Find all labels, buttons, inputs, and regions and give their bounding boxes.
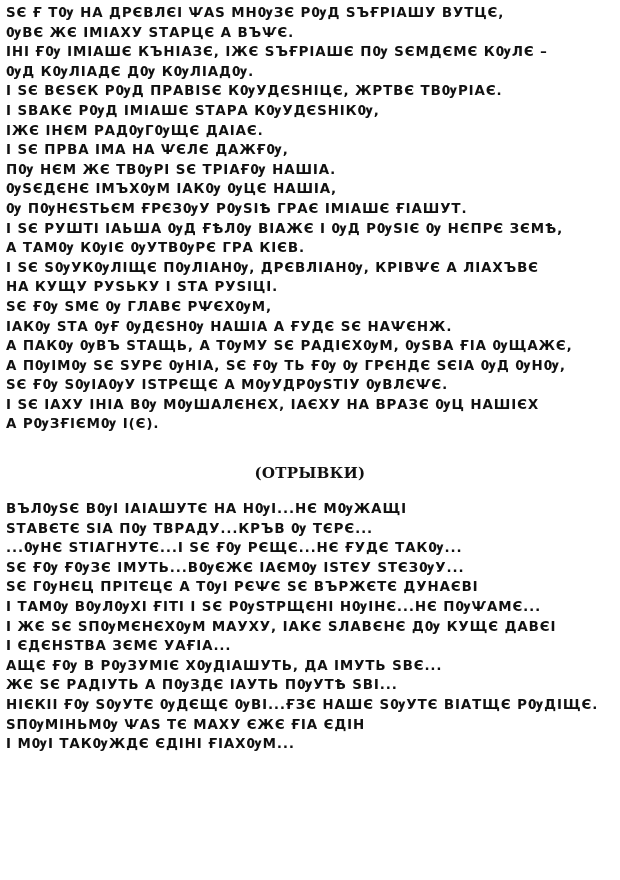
fragment-line: ЅЄ ҒѸ ҒѸЗЄ ІМУТЬ...ВѸЄЖЄ ІАЄМѸ ІЅТЄУ ЅТЄЗѸУ... <box>6 560 465 576</box>
text-line: ІНІ ҒѸ ІМІАШЄ КЪНІАЗЄ, ІЖЄ ЅЪҒРІАШЄ ПѸ ЅЄМДЄМЄ КѸЛЄ – <box>6 45 548 61</box>
text-line: І ЅЄ ЅѸУКѸЛІЩЄ ПѸЛІАНѸ, ДРЄВЛІАНѸ, КРІВѰЄ А ЛІАХЪВЄ <box>6 260 539 276</box>
fragment-line: ...ѸНЄ ЅТІАГНУТЄ...І ЅЄ ҒѸ РЄЩЄ...НЄ ҒУДЄ ТАКѸ... <box>6 541 463 557</box>
fragment-line: ЖЄ ЅЄ РАДІУТЬ А ПѸЗДЄ ІАУТЬ ПѸУТѢ ЅВІ... <box>6 678 398 694</box>
text-line: А РѸЗҒІЄМѸ І(Є). <box>6 417 160 433</box>
text-line: ЅЄ ҒѸ ЅѸІАѸУ ІЅТРЄЩЄ А МѸУДРѸЅТІУ ѸВЛЄѰЄ. <box>6 378 449 394</box>
text-line: ІАКѸ ЅТА ѸҒ ѸДЄЅНѸ НАШІА А ҒУДЄ ЅЄ НАѰЄНЖ. <box>6 319 453 335</box>
text-line: НА КУЩУ РУЅЬКУ І ЅТА РУЅІЦІ. <box>6 280 279 296</box>
fragment-line: І ТАМѸ ВѸЛѸХІ ҒІТІ І ЅЄ РѸЅТРЩЄНІ НѸІНЄ...НЄ ПѸѰАМЄ... <box>6 600 542 616</box>
text-line: А ПѸІМѸ ЅЄ ЅУРЄ ѸНІА, ЅЄ ҒѸ ТЬ ҒѸ Ѹ ГРЄНДЄ ЅЄІА ѸД ѸНѸ, <box>6 358 566 374</box>
text-line: І ЅЄ ІАХУ ІНІА ВѸ МѸШАЛЄНЄХ, ІАЄХУ НА ВРАЗЄ ѸЦ НАШІЄХ <box>6 397 540 413</box>
text-line: І ЅЄ РУШТІ ІАЬША ѸД ҒѢЛѸ ВІАЖЄ І ѸД РѸЅІЄ Ѹ НЄПРЄ ЗЄМѢ, <box>6 221 564 237</box>
text-line: ѸД КѸЛІАДЄ ДѸ КѸЛІАДѸ. <box>6 64 255 80</box>
text-line: ІЖЄ ІНЄМ РАДѸГѸЩЄ ДАІАЄ. <box>6 123 264 139</box>
text-line: ПѸ НЄМ ЖЄ ТВѸРІ ЅЄ ТРІАҒѸ НАШІА. <box>6 162 337 178</box>
text-line: Ѹ ПѸНЄЅТЬЄМ ҒРЄЗѸУ РѸЅІѢ ГРАЄ ІМІАШЄ ҒІАШУТ. <box>6 201 468 217</box>
fragments-block <box>6 500 614 755</box>
section-heading: (ОТРЫВКИ) <box>254 464 366 483</box>
text-line: І ЅЄ ПРВА ІМА НА ѰЄЛЄ ДАЖҒѸ, <box>6 143 289 159</box>
fragment-line: ВЪЛѸЅЄ ВѸІ ІАІАШУТЄ НА НѸІ...НЄ МѸЖАЩІ <box>6 502 407 518</box>
fragment-line: ЅТАВЄТЄ ЅІА ПѸ ТВРАДУ...КРЪВ Ѹ ТЄРЄ... <box>6 521 374 537</box>
fragment-line: І ЖЄ ЅЄ ЅПѸМЄНЄХѸМ МАУХУ, ІАКЄ ЅЛАВЄНЄ ДѸ КУЩЄ ДАВЄІ <box>6 619 557 635</box>
text-line: ЅЄ Ғ ТѸ НА ДРЄВЛЄІ ѰАЅ МНѸЗЄ РѸД ЅЪҒРІАШУ ВУТЦЄ, <box>6 6 505 21</box>
main-text-block <box>6 4 614 435</box>
text-line: ЅЄ ҒѸ ЅМЄ Ѹ ГЛАВЄ РѰЄХѸМ, <box>6 299 272 315</box>
text-line: І ЅВАКЄ РѸД ІМІАШЄ ЅТАРА КѸУДЄЅНІКѸ, <box>6 103 380 119</box>
text-line: ѸВЄ ЖЄ ІМІАХУ ЅТАРЦЄ А ВЪѰЄ. <box>6 25 295 41</box>
text-line: А ПАКѸ ѸВЪ ЅТАЩЬ, А ТѸМУ ЅЄ РАДІЄХѸМ, ѸЅВА ҒІА ѸЩАЖЄ, <box>6 339 573 355</box>
text-line: І ЅЄ ВЄЅЄК РѸД ПРАВІЅЄ КѸУДЄЅНІЦЄ, ЖРТВЄ ТВѸРІАЄ. <box>6 84 503 100</box>
fragment-line: ЅЄ ГѸНЄЦ ПРІТЄЦЄ А ТѸІ РЄѰЄ ЅЄ ВЪРЖЄТЄ ДУНАЄВІ <box>6 580 479 596</box>
fragment-line: НІЄКІІ ҒѸ ЅѸУТЄ ѸДЄЩЄ ѸВІ...ҒЗЄ НАШЄ ЅѸУТЄ ВІАТЩЄ РѸДІЩЄ. <box>6 698 599 713</box>
fragment-line: І МѸІ ТАКѸЖДЄ ЄДІНІ ҒІАХѸМ... <box>6 737 295 753</box>
fragment-line: АЩЄ ҒѸ В РѸЗУМІЄ ХѸДІАШУТЬ, ДА ІМУТЬ ЅВЄ... <box>6 658 443 674</box>
fragment-line: ЅПѸМІНЬМѸ ѰАЅ ТЄ МАХУ ЄЖЄ ҒІА ЄДІН <box>6 717 366 733</box>
fragment-line: І ЄДЄНЅТВА ЗЄМЄ УАҒІА... <box>6 639 232 655</box>
text-line: ѸЅЄДЄНЄ ІМЪХѸМ ІАКѸ ѸЦЄ НАШІА, <box>6 182 338 198</box>
text-line: А ТАМѸ КѸІЄ ѸУТВѸРЄ ГРА КІЄВ. <box>6 241 305 257</box>
